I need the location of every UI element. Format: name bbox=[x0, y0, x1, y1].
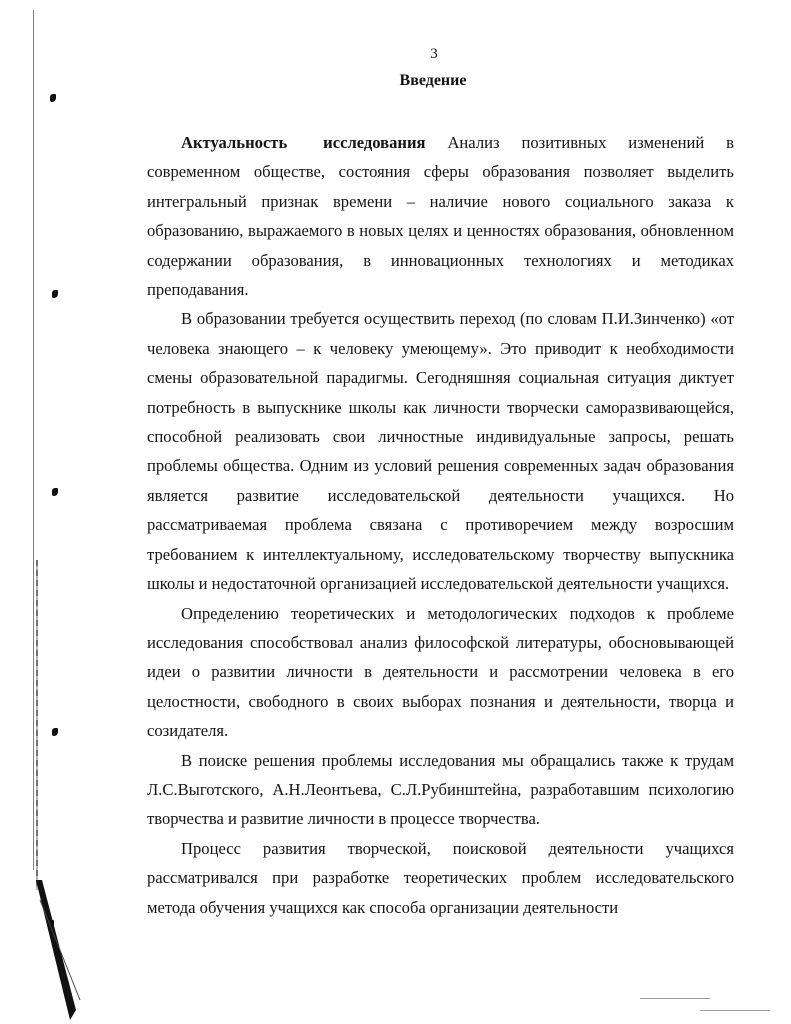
scan-rule bbox=[640, 998, 710, 999]
scan-speck bbox=[52, 728, 58, 736]
page-number: 3 bbox=[430, 46, 438, 62]
paragraph: В образовании требуется осуществить переход (по словам П.И.Зинченко) «от человека знающего – к человеку умеющему». Это приводит к необходимости смены образовательной парадигмы. Сегодняшняя социальная ситуация диктует потребность в выпускнике школы как личности творчески саморазвивающейся, способной реализовать свои личностные индивидуальные запросы, решать проблемы общества. Одним из условий решения современных задач образования является развитие исследовательской деятельности учащихся. Но рассматриваемая проблема связана с противоречием между возросшим требованием к интеллектуальному, исследовательскому творчеству выпускника школы и недостаточной организацией исследовательской деятельности учащихся. bbox=[147, 309, 734, 594]
page-edge-shadow bbox=[36, 880, 96, 1020]
binding-edge-noise bbox=[36, 560, 38, 890]
paragraph-lead: Актуальность исследования bbox=[181, 133, 426, 152]
scan-speck bbox=[52, 488, 58, 496]
paragraph: Определению теоретических и методологических подходов к проблеме исследования способствовал анализ философской литературы, обосновывающей идеи о развитии личности в деятельности и рассмотрении человека в его целостности, свободного в своих выборах познания и деятельности, творца и созидателя. bbox=[147, 603, 734, 741]
page-title: Введение bbox=[399, 72, 467, 89]
binding-edge-line bbox=[33, 10, 34, 870]
paragraph: Процесс развития творческой, поисковой деятельности учащихся рассматривался при разработке теоретических проблем исследовательского метода обучения учащихся как способа организации деятельности bbox=[147, 838, 734, 917]
paragraph bbox=[147, 128, 734, 304]
document-body bbox=[147, 128, 734, 922]
paragraph: В поиске решения проблемы исследования мы обращались также к трудам Л.С.Выготского, А.Н.Леонтьева, С.Л.Рубинштейна, разработавшим психологию творчества и развитие личности в процессе творчества. bbox=[147, 750, 734, 829]
scan-rule bbox=[700, 1010, 770, 1011]
scan-speck bbox=[52, 290, 58, 298]
scan-speck bbox=[50, 94, 56, 102]
paragraph-text: Анализ позитивных изменений в современном обществе, состояния сферы образования позволяет выделить интегральный признак времени – наличие нового социального заказа к образованию, выражаемого в новых целях и ценностях образования, обновленном содержании образования, в инновационных технологиях и методиках преподавания. bbox=[147, 133, 734, 300]
